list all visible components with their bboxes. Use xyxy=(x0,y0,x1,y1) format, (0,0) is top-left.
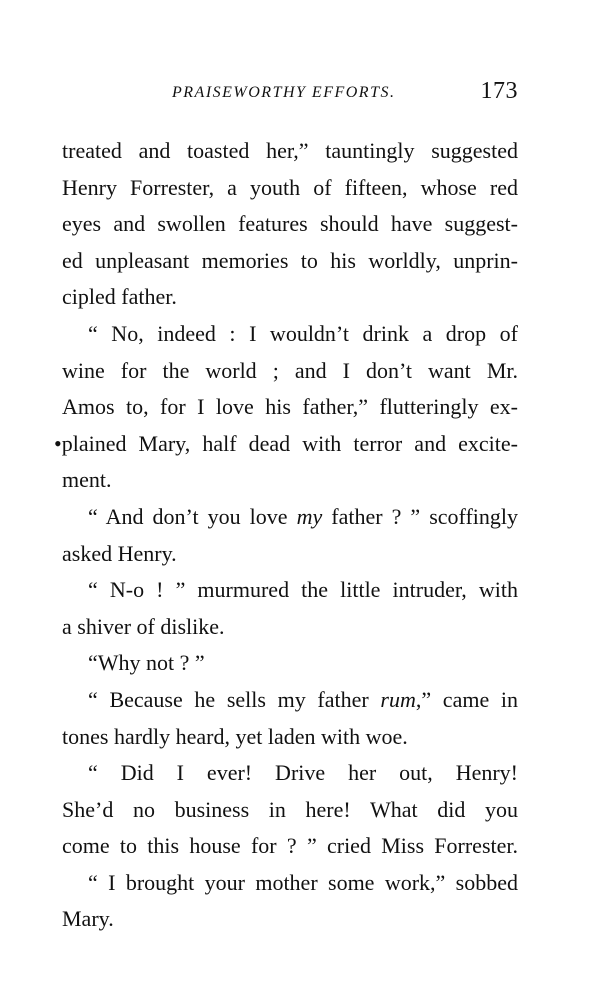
page-number: 173 xyxy=(480,78,518,104)
text-line: “Why not ? ” xyxy=(88,650,205,676)
text-line: “ I brought your mother some work,” sobbed xyxy=(88,869,518,895)
text-run: “ And don’t you love xyxy=(88,503,297,529)
text-line: She’d no business in here! What did you xyxy=(62,796,518,822)
text-line: wine for the world ; and I don’t want Mr. xyxy=(62,357,518,383)
text-line xyxy=(62,682,518,719)
text-run: father ? ” scoffingly xyxy=(322,503,519,529)
text-line: ed unpleasant memories to his worldly, unprin- xyxy=(62,247,518,273)
text-line: “ N-o ! ” murmured the little intruder, with xyxy=(88,577,518,603)
text-line: Mary. xyxy=(62,906,114,932)
running-title: PRAISEWORTHY EFFORTS. xyxy=(172,84,396,101)
text-line: treated and toasted her,” tauntingly suggested xyxy=(62,138,518,163)
text-line: cipled father. xyxy=(62,284,177,310)
body-text xyxy=(54,133,519,938)
text-line: come to this house for ? ” cried Miss Forrester. xyxy=(62,833,518,859)
text-line: tones hardly heard, yet laden with woe. xyxy=(62,723,408,749)
text-line: ment. xyxy=(62,467,112,493)
text-run: ,” came in xyxy=(415,686,518,712)
running-header xyxy=(60,78,522,108)
text-line: Henry Forrester, a youth of fifteen, whose red xyxy=(62,174,518,200)
text-line: “ No, indeed : I wouldn’t drink a drop of xyxy=(88,320,518,346)
text-line xyxy=(62,499,518,536)
text-line: “ Did I ever! Drive her out, Henry! xyxy=(88,760,518,786)
text-run: “ Because he sells my father xyxy=(88,686,381,712)
text-line: eyes and swollen features should have suggest- xyxy=(62,211,518,237)
text-line: Amos to, for I love his father,” flutteringly ex- xyxy=(62,394,518,420)
emphasized-word: rum xyxy=(380,686,416,712)
text-line: a shiver of dislike. xyxy=(62,613,225,639)
text-line: •plained Mary, half dead with terror and excite- xyxy=(54,430,518,456)
text-line: asked Henry. xyxy=(62,540,177,566)
emphasized-word: my xyxy=(296,503,323,529)
